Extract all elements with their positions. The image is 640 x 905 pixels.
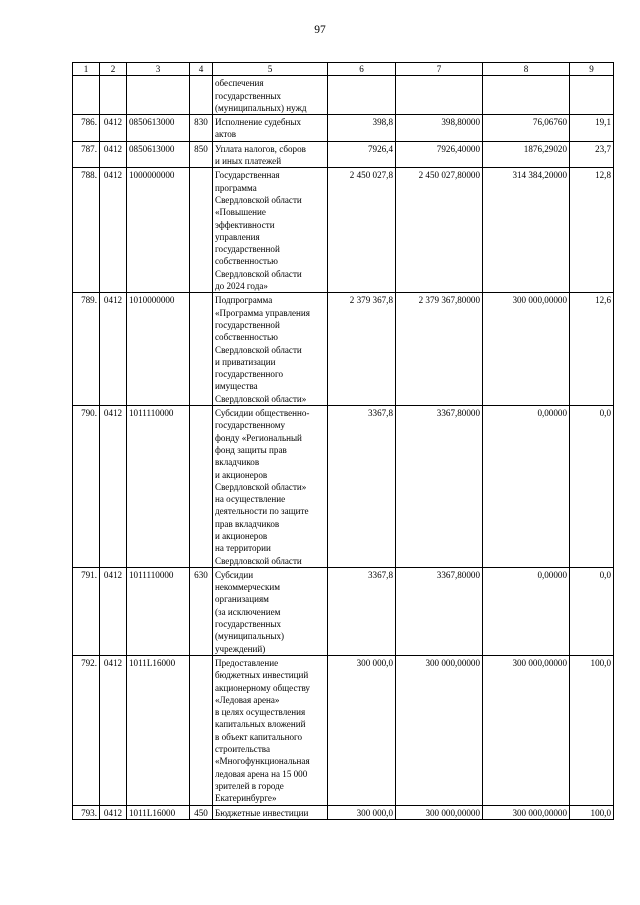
table-row — [73, 293, 614, 406]
row-number-cell: 793. — [73, 805, 100, 819]
plan-exact-amount-cell: 3367,80000 — [396, 406, 483, 568]
item-name-cell: Подпрограмма «Программа управления государственной собственностью Свердловской области и приватизации государственного имущества Свердловской области» — [213, 293, 328, 406]
percent-cell: 0,0 — [570, 406, 614, 568]
plan-exact-amount-cell — [396, 76, 483, 115]
table-row — [73, 655, 614, 805]
header-cell: 8 — [483, 63, 570, 76]
percent-cell: 12,6 — [570, 293, 614, 406]
table-row — [73, 406, 614, 568]
page-number: 97 — [314, 24, 326, 36]
expense-kind-cell — [190, 293, 213, 406]
row-number-cell: 789. — [73, 293, 100, 406]
target-code-cell: 0850613000 — [127, 115, 190, 142]
plan-amount-cell: 300 000,0 — [328, 805, 396, 819]
table-row — [73, 168, 614, 293]
table-row — [73, 805, 614, 819]
table-row — [73, 115, 614, 142]
row-number-cell — [73, 76, 100, 115]
section-code-cell: 0412 — [100, 168, 127, 293]
expense-kind-cell: 850 — [190, 141, 213, 168]
expense-kind-cell — [190, 76, 213, 115]
section-code-cell: 0412 — [100, 293, 127, 406]
row-number-cell: 791. — [73, 567, 100, 655]
plan-amount-cell: 7926,4 — [328, 141, 396, 168]
plan-exact-amount-cell: 398,80000 — [396, 115, 483, 142]
item-name-cell: обеспечения государственных (муниципальных) нужд — [213, 76, 328, 115]
section-code-cell: 0412 — [100, 115, 127, 142]
plan-exact-amount-cell: 2 379 367,80000 — [396, 293, 483, 406]
header-cell: 4 — [190, 63, 213, 76]
percent-cell — [570, 76, 614, 115]
expense-kind-cell — [190, 406, 213, 568]
fact-amount-cell: 300 000,00000 — [483, 805, 570, 819]
fact-amount-cell — [483, 76, 570, 115]
table-row — [73, 567, 614, 655]
fact-amount-cell: 314 384,20000 — [483, 168, 570, 293]
header-cell: 2 — [100, 63, 127, 76]
budget-table — [72, 62, 614, 820]
percent-cell: 100,0 — [570, 805, 614, 819]
plan-amount-cell: 3367,8 — [328, 406, 396, 568]
fact-amount-cell: 0,00000 — [483, 406, 570, 568]
table-body — [73, 76, 614, 820]
target-code-cell: 1011L16000 — [127, 655, 190, 805]
fact-amount-cell: 300 000,00000 — [483, 655, 570, 805]
plan-amount-cell: 300 000,0 — [328, 655, 396, 805]
table-row — [73, 76, 614, 115]
header-cell: 7 — [396, 63, 483, 76]
plan-exact-amount-cell: 300 000,00000 — [396, 655, 483, 805]
fact-amount-cell: 0,00000 — [483, 567, 570, 655]
section-code-cell: 0412 — [100, 406, 127, 568]
percent-cell: 23,7 — [570, 141, 614, 168]
plan-exact-amount-cell: 3367,80000 — [396, 567, 483, 655]
plan-amount-cell: 3367,8 — [328, 567, 396, 655]
header-cell: 5 — [213, 63, 328, 76]
target-code-cell: 1011110000 — [127, 406, 190, 568]
target-code-cell: 1010000000 — [127, 293, 190, 406]
target-code-cell — [127, 76, 190, 115]
fact-amount-cell: 76,06760 — [483, 115, 570, 142]
header-cell: 1 — [73, 63, 100, 76]
fact-amount-cell: 300 000,00000 — [483, 293, 570, 406]
section-code-cell: 0412 — [100, 805, 127, 819]
item-name-cell: Государственная программа Свердловской области «Повышение эффективности управления государственной собственностью Свердловской области до 2024 года» — [213, 168, 328, 293]
section-code-cell: 0412 — [100, 141, 127, 168]
section-code-cell — [100, 76, 127, 115]
header-cell: 6 — [328, 63, 396, 76]
row-number-cell: 787. — [73, 141, 100, 168]
plan-exact-amount-cell: 300 000,00000 — [396, 805, 483, 819]
target-code-cell: 1011L16000 — [127, 805, 190, 819]
section-code-cell: 0412 — [100, 655, 127, 805]
percent-cell: 12,8 — [570, 168, 614, 293]
row-number-cell: 792. — [73, 655, 100, 805]
plan-amount-cell: 2 450 027,8 — [328, 168, 396, 293]
section-code-cell: 0412 — [100, 567, 127, 655]
item-name-cell: Субсидии общественно- государственному фонду «Региональный фонд защиты прав вкладчиков и акционеров Свердловской области» на осуществление деятельности по защите прав вкладчиков и акционеров на территории Свердловской области — [213, 406, 328, 568]
plan-exact-amount-cell: 2 450 027,80000 — [396, 168, 483, 293]
expense-kind-cell — [190, 655, 213, 805]
plan-exact-amount-cell: 7926,40000 — [396, 141, 483, 168]
row-number-cell: 790. — [73, 406, 100, 568]
row-number-cell: 786. — [73, 115, 100, 142]
item-name-cell: Исполнение судебных актов — [213, 115, 328, 142]
plan-amount-cell: 2 379 367,8 — [328, 293, 396, 406]
header-cell: 3 — [127, 63, 190, 76]
percent-cell: 19,1 — [570, 115, 614, 142]
plan-amount-cell: 398,8 — [328, 115, 396, 142]
percent-cell: 0,0 — [570, 567, 614, 655]
percent-cell: 100,0 — [570, 655, 614, 805]
item-name-cell: Бюджетные инвестиции — [213, 805, 328, 819]
item-name-cell: Уплата налогов, сборов и иных платежей — [213, 141, 328, 168]
row-number-cell: 788. — [73, 168, 100, 293]
expense-kind-cell: 830 — [190, 115, 213, 142]
plan-amount-cell — [328, 76, 396, 115]
item-name-cell: Предоставление бюджетных инвестиций акционерному обществу «Ледовая арена» в целях осуществления капитальных вложений в объект капитального строительства «Многофункциональная ледовая арена на 15 000 зрителей в городе Екатеринбурге» — [213, 655, 328, 805]
table-header-row — [73, 63, 614, 76]
table-row — [73, 141, 614, 168]
target-code-cell: 1011110000 — [127, 567, 190, 655]
fact-amount-cell: 1876,29020 — [483, 141, 570, 168]
expense-kind-cell — [190, 168, 213, 293]
target-code-cell: 0850613000 — [127, 141, 190, 168]
expense-kind-cell: 630 — [190, 567, 213, 655]
item-name-cell: Субсидии некоммерческим организациям (за исключением государственных (муниципальных) учреждений) — [213, 567, 328, 655]
expense-kind-cell: 450 — [190, 805, 213, 819]
header-cell: 9 — [570, 63, 614, 76]
target-code-cell: 1000000000 — [127, 168, 190, 293]
